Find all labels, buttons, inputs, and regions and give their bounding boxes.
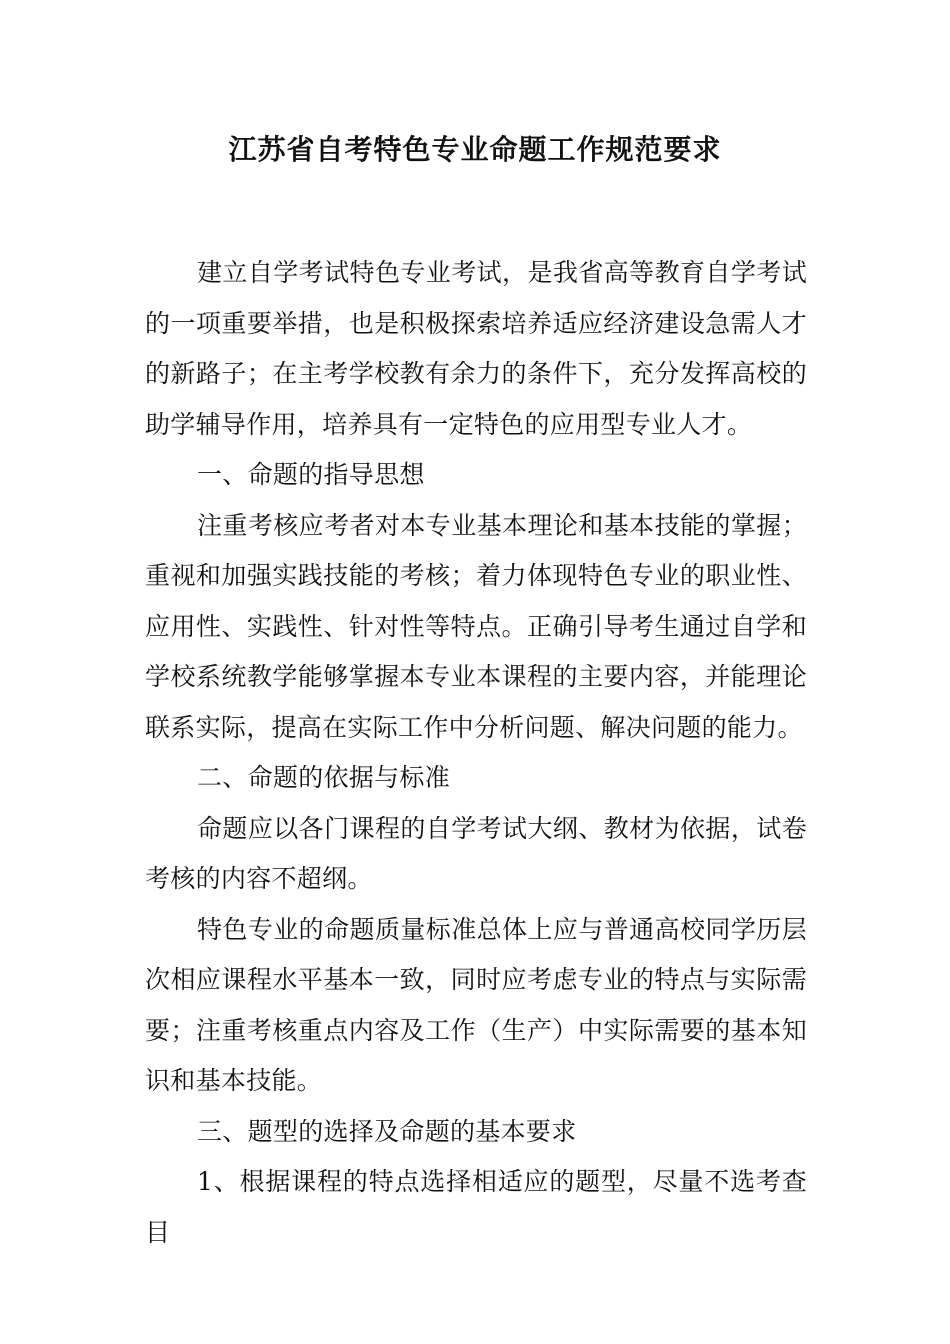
- section-heading-question-types: 三、题型的选择及命题的基本要求: [197, 1116, 577, 1146]
- paragraph-standards: 特色专业的命题质量标准总体上应与普通高校同学历层次相应课程水平基本一致，同时应考虑专业的特点与实际需要；注重考核重点内容及工作（生产）中实际需要的基本知识和基本技能。: [145, 914, 807, 1095]
- document-body: [145, 248, 807, 1258]
- document-title: 江苏省自考特色专业命题工作规范要求: [228, 133, 722, 166]
- section-heading-guiding-ideas: 一、命题的指导思想: [197, 460, 425, 489]
- paragraph-guiding-ideas: 注重考核应考者对本专业基本理论和基本技能的掌握；重视和加强实践技能的考核；着力体现特色专业的职业性、应用性、实践性、针对性等特点。正确引导考生通过自学和学校系统教学能够掌握本专业本课程的主要内容，并能理论联系实际，提高在实际工作中分析问题、解决问题的能力。: [145, 510, 807, 742]
- paragraph-basis: 命题应以各门课程的自学考试大纲、教材为依据，试卷考核的内容不超纲。: [145, 813, 807, 893]
- paragraph-intro: 建立自学考试特色专业考试，是我省高等教育自学考试的一项重要举措，也是积极探索培养适应经济建设急需人才的新路子；在主考学校教有余力的条件下，充分发挥高校的助学辅导作用，培养具有一定特色的应用型专业人才。: [145, 258, 807, 439]
- section-heading-basis-standards: 二、命题的依据与标准: [197, 763, 451, 792]
- paragraph-question-types-1: 1、根据课程的特点选择相适应的题型，尽量不选考查目: [145, 1167, 807, 1247]
